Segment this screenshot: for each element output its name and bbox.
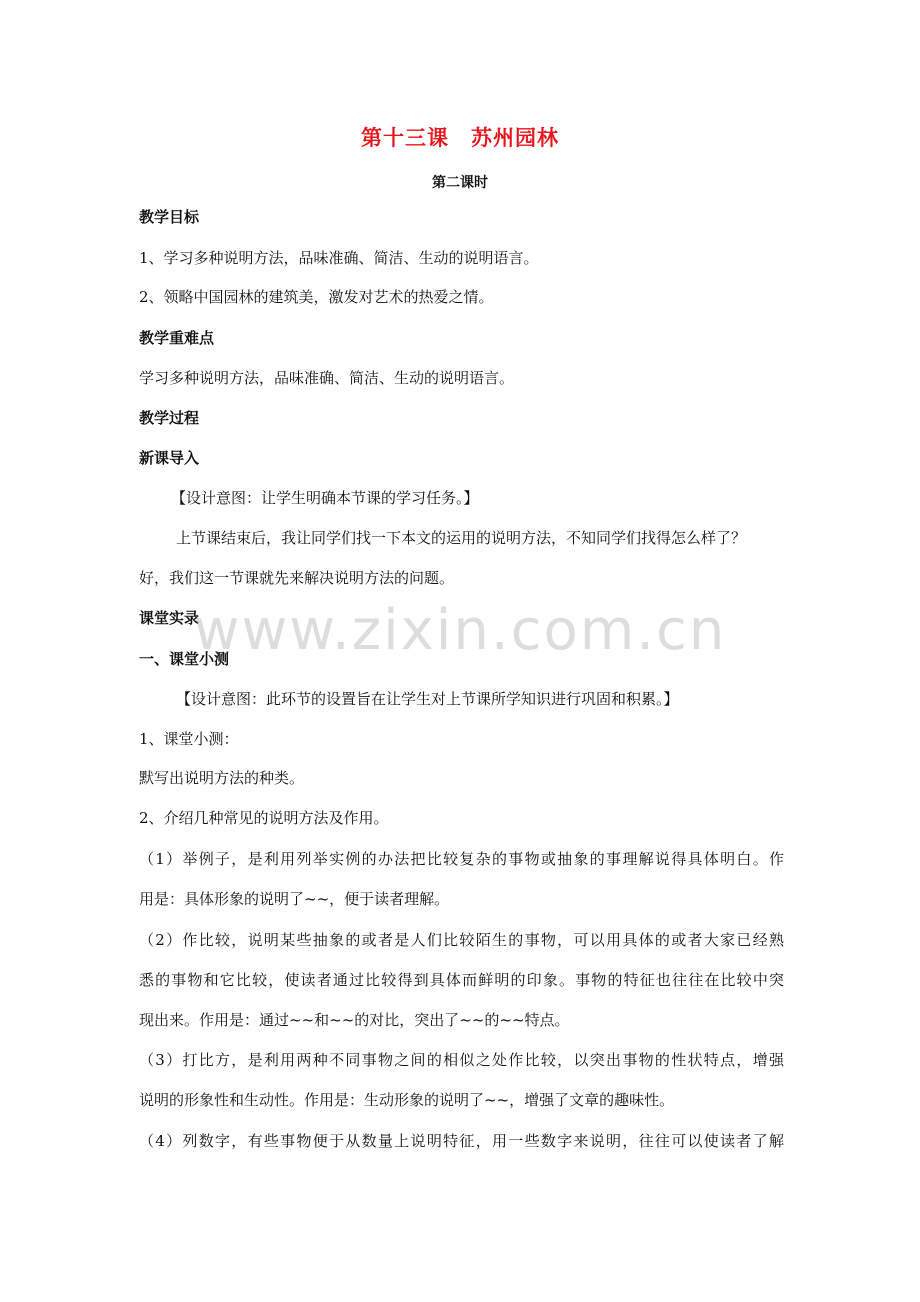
method-2-line-1: （2）作比较，说明某些抽象的或者是人们比较陌生的事物，可以用具体的或者大家已经熟 [139,931,784,949]
intro-design-note: 【设计意图：让学生明确本节课的学习任务。】 [171,489,479,507]
lesson-subtitle: 第二课时 [432,175,488,191]
method-2-line-2: 悉的事物和它比较，使读者通过比较得到具体而鲜明的印象。事物的特征也往往在比较中突 [139,971,784,989]
heading-quiz: 一、课堂小测 [139,650,230,668]
heading-intro: 新课导入 [139,449,200,467]
goal-item-2: 2、领略中国园林的建筑美，激发对艺术的热爱之情。 [139,288,494,306]
method-4-line-1: （4）列数字，有些事物便于从数量上说明特征，用一些数字来说明，往往可以使读者了解 [139,1132,784,1150]
heading-record: 课堂实录 [139,609,200,627]
quiz-item-1-text: 默写出说明方法的种类。 [139,769,305,787]
quiz-item-1: 1、课堂小测： [139,730,239,748]
method-2-line-3: 现出来。作用是：通过~~和~~的对比，突出了~~的~~特点。 [139,1011,570,1029]
method-3-line-2: 说明的形象性和生动性。作用是：生动形象的说明了~~，增强了文章的趣味性。 [139,1091,675,1109]
method-1-line-1: （1）举例子，是利用列举实例的办法把比较复杂的事物或抽象的事理解说得具体明白。作 [139,850,784,868]
heading-goals: 教学目标 [139,208,200,226]
lesson-title: 第十三课 苏州园林 [361,126,559,150]
goal-item-1: 1、学习多种说明方法，品味准确、简洁、生动的说明语言。 [139,249,539,267]
quiz-item-2: 2、介绍几种常见的说明方法及作用。 [139,809,389,827]
method-1-line-2: 用是：具体形象的说明了~~，便于读者理解。 [139,890,450,908]
heading-process: 教学过程 [139,409,200,427]
heading-keypoints: 教学重难点 [139,329,215,347]
keypoints-text: 学习多种说明方法，品味准确、简洁、生动的说明语言。 [139,369,515,387]
method-3-line-1: （3）打比方，是利用两种不同事物之间的相似之处作比较，以突出事物的性状特点，增强 [139,1051,784,1069]
quiz-design-note: 【设计意图：此环节的设置旨在让学生对上节课所学知识进行巩固和积累。】 [176,690,679,708]
watermark-text: www.zixin.com.cn [193,598,727,663]
intro-paragraph-line-2: 好，我们这一节课就先来解决说明方法的问题。 [139,569,455,587]
intro-paragraph-line-1: 上节课结束后，我让同学们找一下本文的运用的说明方法，不知同学们找得怎么样了？ [176,529,747,547]
